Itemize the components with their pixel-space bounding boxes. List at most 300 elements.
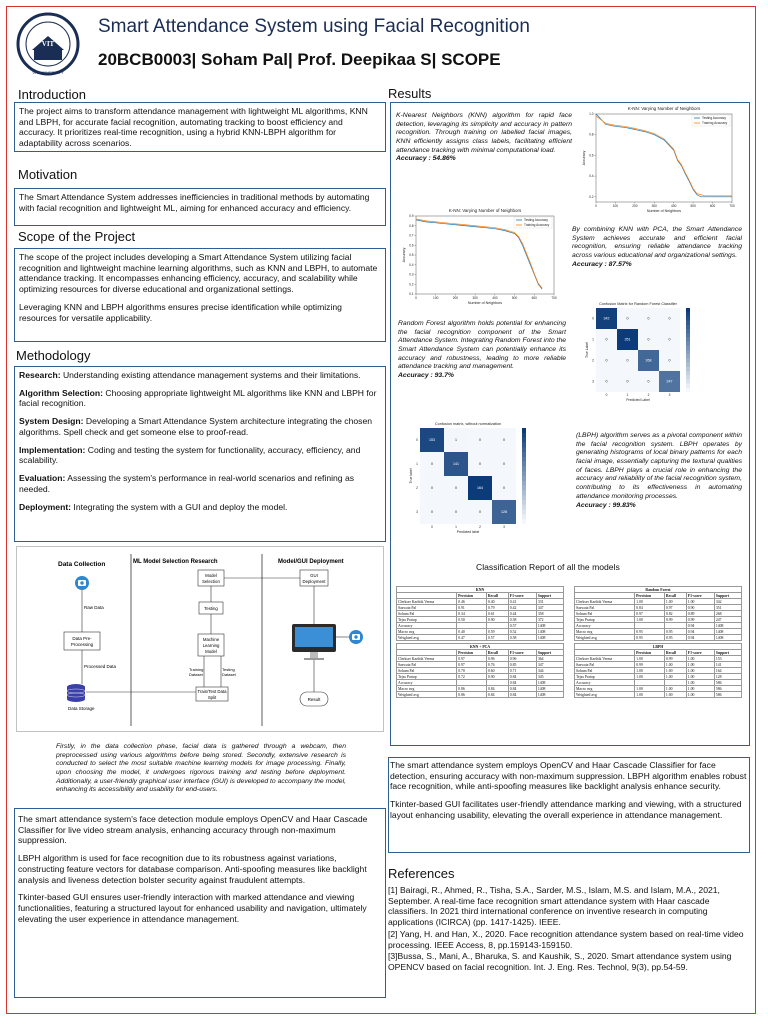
table-cell: 1.00: [664, 692, 686, 698]
y-tick-label: 0.4: [589, 174, 594, 179]
classification-tables: [396, 586, 742, 750]
lbph-text: (LBPH) algorithm serves as a pivotal component within the facial recognition system. LBPH operates by generating histograms of local binary patterns for each facial image, essentially capturing the textural qualities of faces. LBPH plays a crucial role in enhancing the accuracy and reliability of the facial recognition system, contributing to its effectiveness in automating attendance monitoring processes. Accuracy : 99.83%: [576, 432, 742, 509]
table-cell: 0.71: [508, 668, 536, 674]
table-cell: 1.00: [635, 668, 665, 674]
table-row: [575, 635, 742, 641]
cm-cell-value: 0: [668, 316, 671, 321]
table-cell: 0.99: [664, 656, 686, 662]
colorbar-segment: [522, 519, 526, 524]
table-cell: 0.41: [508, 599, 536, 605]
svg-text:Selection: Selection: [202, 579, 220, 584]
colorbar-segment: [686, 308, 690, 313]
colorbar-segment: [522, 514, 526, 519]
reference-item: [1] Bairagi, R., Ahmed, R., Tisha, S.A., Sarder, M.S., Islam, M.S. and Islam, M.A., 2021, September. A real-time face recognition smart attendance system with Haar cascade classifiers. In 2021 third international conference on inventive research in computing applications (ICIRCA) (pp. 1417-1425). IEEE.: [388, 885, 720, 928]
y-tick-label: 0.6: [409, 243, 414, 248]
table-cell: 247: [714, 617, 741, 623]
table-cell: Saswata Pal: [575, 605, 635, 611]
x-tick-label: 100: [433, 296, 439, 300]
cm-cell-value: 1: [455, 438, 457, 443]
cm-cell-value: 0: [647, 316, 650, 321]
cm-cell-value: 164: [477, 486, 483, 491]
table-cell: 344: [536, 668, 563, 674]
colorbar-segment: [686, 384, 690, 389]
cm-title: Confusion Matrix for Random Forest Classifier: [599, 302, 677, 306]
cm-cell-value: 0: [431, 462, 433, 467]
knn-accuracy: Accuracy : 54.86%: [396, 155, 456, 163]
cm-cell-value: 268: [645, 358, 652, 363]
colorbar-segment: [686, 312, 690, 317]
table-cell: Accuracy: [397, 680, 457, 686]
cm-x-tick: 2: [479, 525, 481, 529]
svg-text:VIT: VIT: [41, 40, 55, 48]
table-cell: Tejas Pratap: [575, 674, 635, 680]
table-cell: Macro avg: [575, 686, 635, 692]
table-cell: 1.00: [686, 674, 714, 680]
y-tick-label: 0.5: [409, 253, 414, 257]
cm-cell-value: 0: [626, 358, 629, 363]
table-cell: 0.90: [486, 617, 508, 623]
cm-cell-value: 0: [503, 438, 505, 443]
svg-text:Model: Model: [205, 649, 217, 654]
x-tick-label: 200: [452, 296, 459, 300]
table-cell: 586: [714, 692, 741, 698]
table-cell: 0.84: [486, 692, 508, 698]
diagram-processed-data: Processed Data: [84, 664, 117, 669]
methodology-step-label: Implementation:: [19, 444, 86, 455]
table-cell: 0.50: [457, 617, 487, 623]
colorbar-segment: [522, 510, 526, 515]
table-cell: 0.59: [486, 629, 508, 635]
table-cell: 1408: [714, 629, 741, 635]
table-cell: 1.00: [664, 599, 686, 605]
x-tick-label: 700: [551, 296, 557, 300]
methodology-step-text: Assessing the system's performance in real-world scenarios and refining as needed.: [19, 473, 355, 494]
table-cell: 345: [536, 674, 563, 680]
table-cell: 0.34: [457, 611, 487, 617]
methodology-step: [19, 388, 381, 409]
knn-plot: [580, 104, 738, 214]
introduction-text: The project aims to transform attendance management with lightweight ML algorithms, KNN and LBPH, for accurate facial recognition, automating tracking to boost efficiency and accuracy. It prioritizes real-time recognition, using a hybrid KNN-LBPH algorithm for adaptability across scenarios.: [19, 106, 368, 149]
table-cell: 1.00: [686, 668, 714, 674]
x-tick-label: 300: [472, 296, 478, 300]
colorbar-segment: [522, 438, 526, 443]
table-cell: Macro avg: [575, 629, 635, 635]
table-cell: Weighted avg: [575, 692, 635, 698]
legend-label: Training Accuracy: [702, 121, 728, 126]
svg-text:VIT UNIVERSITY: VIT UNIVERSITY: [32, 70, 64, 75]
lbph-accuracy: Accuracy : 99.83%: [576, 501, 636, 509]
table-header-cell: Precision: [635, 593, 665, 599]
svg-text:Machine: Machine: [202, 637, 220, 642]
scope-box: [14, 248, 386, 342]
colorbar-segment: [522, 452, 526, 457]
methodology-diagram: [16, 546, 384, 732]
cm-cell-value: 351: [624, 337, 631, 342]
x-tick-label: 500: [690, 204, 696, 208]
table-cell: 0.96: [486, 656, 508, 662]
table-cell: 0.44: [508, 611, 536, 617]
diagram-raw-data: Raw Data: [84, 605, 104, 610]
table-cell: 1.00: [635, 617, 665, 623]
lbph-confusion-matrix: [402, 418, 552, 544]
table-cell: 1.00: [686, 692, 714, 698]
legend-label: Testing Accuracy: [524, 218, 548, 223]
table-cell: 342: [714, 599, 741, 605]
svg-text:Split: Split: [207, 695, 217, 700]
table-cell: Accuracy: [397, 623, 457, 629]
scope-heading: Scope of the Project: [18, 229, 136, 244]
methodology-box: [14, 366, 386, 542]
table-cell: 331: [536, 599, 563, 605]
table-cell: 0.95: [635, 635, 665, 641]
y-tick-label: 0.6: [589, 153, 594, 158]
table-header-cell: Precision: [635, 650, 665, 656]
table-cell: 0.72: [457, 674, 487, 680]
svg-text:GUI: GUI: [310, 573, 318, 578]
cm-y-tick: 1: [416, 462, 418, 466]
table-header-cell: Support: [536, 650, 563, 656]
table-cell: 1.00: [686, 656, 714, 662]
table-cell: 0.99: [664, 617, 686, 623]
table-cell: 128: [714, 674, 741, 680]
colorbar-segment: [686, 379, 690, 384]
x-tick-label: 300: [651, 204, 657, 208]
colorbar-segment: [522, 462, 526, 467]
y-tick-label: 0.3: [409, 272, 414, 277]
methodology-step-label: Research:: [19, 370, 61, 380]
y-tick-label: 1.0: [589, 112, 594, 116]
svg-text:Model: Model: [205, 573, 217, 578]
legend-label: Training Accuracy: [524, 223, 550, 228]
legend-label: Testing Accuracy: [702, 116, 726, 121]
y-tick-label: 0.2: [589, 194, 594, 199]
table-header-cell: Support: [714, 593, 741, 599]
cm-cell-value: 0: [647, 337, 650, 342]
table-cell: Weighted avg: [575, 635, 635, 641]
table-cell: Clerkser Karthik Verma: [575, 656, 635, 662]
table-cell: 0.86: [457, 686, 487, 692]
table-cell: 0.84: [486, 686, 508, 692]
table-cell: 0.91: [457, 605, 487, 611]
cm-cell-value: 0: [647, 379, 650, 384]
references-list: [388, 885, 750, 974]
table-cell: 0.57: [486, 635, 508, 641]
methodology-steps: [19, 370, 381, 512]
scope-text-2: Leveraging KNN and LBPH algorithms ensures precise identification while optimizing resources for versatile applicability.: [19, 301, 342, 323]
table-cell: 586: [714, 686, 741, 692]
table-cell: 0.40: [457, 629, 487, 635]
table-cell: 0.60: [486, 668, 508, 674]
rf-accuracy: Accuracy : 93.7%: [398, 372, 454, 380]
colorbar-segment: [522, 486, 526, 491]
methodology-step: [19, 416, 381, 437]
cm-cell-value: 0: [455, 486, 457, 491]
svg-text:Dataset: Dataset: [189, 672, 203, 677]
x-axis-label: Number of Neighbors: [467, 301, 503, 305]
colorbar-segment: [686, 371, 690, 376]
database-icon: [67, 684, 85, 702]
table-cell: 0.95: [635, 629, 665, 635]
cm-cell-value: 0: [503, 486, 505, 491]
table-cell: Macro avg: [397, 629, 457, 635]
colorbar-segment: [522, 466, 526, 471]
table-cell: 0.97: [664, 605, 686, 611]
methodology-step-text: Coding and testing the system for functionality, accuracy, efficiency, and scalability.: [19, 444, 361, 466]
svg-text:Dataset: Dataset: [222, 672, 236, 677]
methodology-step: [19, 370, 381, 381]
table-cell: 1408: [536, 629, 563, 635]
table-cell: 0.58: [508, 635, 536, 641]
svg-text:Deployment: Deployment: [302, 579, 326, 584]
cm-x-tick: 1: [626, 393, 629, 397]
cm-cell-value: 0: [605, 358, 608, 363]
table-cell: 0.94: [686, 623, 714, 629]
table-cell: Weighted avg: [397, 692, 457, 698]
table-cell: 347: [536, 605, 563, 611]
table-cell: 0.99: [635, 662, 665, 668]
table-cell: Clerkser Karthik Verma: [397, 599, 457, 605]
colorbar-segment: [522, 490, 526, 495]
y-tick-label: 0.4: [409, 262, 414, 267]
table-cell: 1.00: [635, 599, 665, 605]
cm-cell-value: 128: [501, 510, 507, 515]
table-header-cell: Recall: [664, 650, 686, 656]
table-cell: 0.96: [508, 656, 536, 662]
methodology-step: [19, 445, 381, 466]
classification-table-2: [396, 643, 564, 698]
knn-text: K-Nearest Neighbors (KNN) algorithm for rapid face detection, leveraging its simplicity and accuracy in pattern recognition. Through training on labelled facial images, KNN efficiently assigns class labels, facilitating efficient attendance tracking with minimal computational load. Accuracy : 54.86%: [396, 112, 572, 163]
table-cell: Tejas Pratap: [575, 617, 635, 623]
table-cell: 1.00: [686, 599, 714, 605]
cm-cell-value: 0: [431, 510, 433, 515]
table-cell: 0.90: [686, 605, 714, 611]
table-cell: 1.00: [664, 686, 686, 692]
y-tick-label: 0.9: [409, 214, 414, 218]
cm-cell-value: 247: [666, 379, 673, 384]
table-cell: 0.84: [508, 674, 536, 680]
classification-table-3: [574, 643, 742, 698]
colorbar-segment: [522, 500, 526, 505]
classification-table-0: [396, 586, 564, 641]
cm-cell-value: 0: [431, 486, 433, 491]
table-cell: 0.52: [508, 629, 536, 635]
classification-table-1: [574, 586, 742, 641]
table-title: LBPH: [575, 644, 742, 650]
vit-logo: [12, 12, 84, 78]
colorbar-segment: [522, 476, 526, 481]
x-tick-label: 100: [612, 204, 619, 208]
cm-cell-value: 0: [668, 358, 671, 363]
rf-text: Random Forest algorithm holds potential for enhancing the facial recognition component of the Smart Attendance System. Integrating Random Forest into the Smart Attendance System can potentially enhance its accuracy and robustness, leading to more reliable attendance tracking and management. Accuracy : 93.7%: [398, 320, 566, 380]
y-tick-label: 0.2: [409, 282, 414, 287]
cm-cell-value: 0: [626, 316, 629, 321]
table-cell: 0.61: [486, 611, 508, 617]
methodology-step-label: Algorithm Selection:: [19, 387, 104, 398]
table-cell: Accuracy: [575, 680, 635, 686]
table-cell: Soham Pal: [575, 668, 635, 674]
table-cell: 1408: [536, 623, 563, 629]
table-cell: 1408: [714, 623, 741, 629]
cm-x-tick: 2: [647, 393, 650, 397]
colorbar-segment: [522, 505, 526, 510]
colorbar-segment: [686, 350, 690, 355]
x-tick-label: 600: [531, 296, 537, 300]
cm-cell-value: 0: [479, 510, 481, 515]
y-tick-label: 0.8: [589, 132, 594, 137]
table-header-cell: F1-score: [508, 593, 536, 599]
plot-title: K-NN: Varying Number of Neighbors: [627, 106, 701, 111]
cm-cell-value: 0: [503, 462, 505, 467]
colorbar-segment: [686, 388, 690, 393]
methodology-step-text: Integrating the system with a GUI and deploy the model.: [71, 501, 288, 512]
table-cell: 164: [714, 668, 741, 674]
reference-item: [3]Bussa, S., Mani, A., Bharuka, S. and Kaushik, S., 2020. Smart attendance system using OPENCV based on facial recognition. Int. J. Eng. Res. Technol, 9(3), pp.54-59.: [388, 951, 732, 973]
motivation-text: The Smart Attendance System addresses inefficiencies in traditional methods by automating with facial recognition and lightweight ML, aiming for enhanced accuracy and efficiency.: [19, 192, 370, 213]
table-cell: 351: [714, 605, 741, 611]
table-cell: 1.00: [686, 662, 714, 668]
reference-item: [2] Yang, H. and Han, X., 2020. Face recognition attendance system based on real-time video processing. IEEE Access, 8, pp.159143-159150.: [388, 928, 744, 950]
pre-processing-box: [64, 632, 100, 650]
colorbar-segment: [686, 363, 690, 368]
table-cell: 347: [536, 662, 563, 668]
table-cell: 0.97: [457, 662, 487, 668]
table-cell: 0.90: [486, 674, 508, 680]
implementation-text-2: Tkinter-based GUI facilitates user-friendly attendance marking and viewing, with a structured layout enhancing usability, elevating the overall experience in attendance management.: [390, 799, 742, 820]
table-cell: 0.57: [508, 623, 536, 629]
implementation-frame: [388, 757, 750, 853]
detection-text: The smart attendance system's face detection module employs OpenCV and Haar Cascade Classifier for live video stream analysis, enhancing accuracy through non-maximum suppression.: [18, 814, 368, 846]
cm-cell-value: 0: [605, 379, 608, 384]
table-cell: 1.00: [664, 674, 686, 680]
table-cell: 0.79: [486, 605, 508, 611]
table-cell: 0.95: [664, 629, 686, 635]
table-cell: 0.84: [635, 605, 665, 611]
table-title: Random Forest: [575, 587, 742, 593]
methodology-step: [19, 473, 381, 494]
cm-cell-value: 0: [479, 438, 481, 443]
table-row: [575, 692, 742, 698]
table-cell: Macro avg: [397, 686, 457, 692]
motivation-heading: Motivation: [18, 167, 78, 182]
table-cell: Tejas Pratap: [397, 674, 457, 680]
motivation-box: [14, 188, 386, 226]
x-tick-label: 600: [709, 204, 716, 208]
table-cell: 0.47: [457, 635, 487, 641]
cm-x-label: Predicted Label: [626, 398, 650, 402]
svg-text:Processing: Processing: [70, 642, 94, 647]
cm-x-tick: 3: [503, 525, 505, 529]
table-header-cell: F1-score: [508, 650, 536, 656]
x-tick-label: 200: [632, 204, 638, 208]
diagram-result: Result: [307, 697, 321, 702]
colorbar-segment: [522, 481, 526, 486]
colorbar-segment: [686, 358, 690, 363]
cm-cell-value: 0: [455, 510, 457, 515]
colorbar-segment: [522, 428, 526, 433]
methodology-heading: Methodology: [16, 348, 91, 363]
pca-accuracy: Accuracy : 87.57%: [572, 260, 632, 268]
table-header-cell: F1-score: [686, 650, 714, 656]
table-header-cell: Precision: [457, 650, 487, 656]
methodology-step-label: System Design:: [19, 416, 84, 427]
table-cell: 0.97: [457, 656, 487, 662]
table-cell: Saswata Pal: [575, 662, 635, 668]
y-tick-label: 0.7: [409, 233, 414, 238]
colorbar-segment: [522, 447, 526, 452]
knn-pca-plot: [400, 206, 560, 306]
diagram-col-ml-model: ML Model Selection Research: [133, 559, 218, 565]
cm-title: Confusion matrix, without normalization: [434, 422, 502, 426]
plot-title: K-NN: Varying Number of Neighbors: [448, 208, 522, 213]
table-cell: 268: [714, 611, 741, 617]
cm-cell-value: 0: [605, 337, 608, 342]
cm-x-tick: 0: [605, 393, 608, 397]
colorbar-segment: [522, 442, 526, 447]
cm-cell-value: 342: [603, 316, 610, 321]
gui-text: Tkinter-based GUI ensures user-friendly interaction with marked attendance and viewing functionalities, featuring a structured layout for enhanced usability and navigation, ultimately elevating the user experience in attendance management.: [18, 892, 367, 924]
table-cell: 1408: [536, 680, 563, 686]
table-cell: 1.00: [686, 680, 714, 686]
colorbar-segment: [686, 346, 690, 351]
table-cell: Weighted avg: [397, 635, 457, 641]
table-cell: Soham Pal: [575, 611, 635, 617]
table-cell: 0.84: [508, 686, 536, 692]
table-header-cell: Support: [714, 650, 741, 656]
cm-y-tick: 2: [416, 486, 418, 490]
table-cell: Saswata Pal: [397, 605, 457, 611]
poster-title: Smart Attendance System using Facial Recognition: [98, 16, 530, 37]
table-cell: 0.95: [664, 635, 686, 641]
svg-text:Testing: Testing: [222, 667, 235, 672]
table-cell: 0.84: [508, 680, 536, 686]
table-cell: 0.70: [457, 668, 487, 674]
table-title: KNN: [397, 587, 564, 593]
svg-text:Learning: Learning: [202, 643, 220, 648]
cm-y-tick: 3: [416, 510, 418, 514]
methodology-step-label: Evaluation:: [19, 473, 66, 484]
methodology-step-label: Deployment:: [19, 501, 72, 512]
table-header-cell: Support: [536, 593, 563, 599]
colorbar-segment: [686, 367, 690, 372]
colorbar-segment: [686, 325, 690, 330]
table-header-cell: F1-score: [686, 593, 714, 599]
table-cell: 1.00: [664, 662, 686, 668]
table-cell: 1408: [536, 686, 563, 692]
table-cell: 1.00: [686, 686, 714, 692]
classification-title: Classification Report of all the models: [476, 562, 620, 572]
table-cell: Saswata Pal: [397, 662, 457, 668]
table-cell: 1408: [714, 635, 741, 641]
introduction-box: [14, 102, 386, 152]
cm-y-tick: 0: [416, 438, 418, 442]
table-row: [397, 692, 564, 698]
colorbar-segment: [522, 471, 526, 476]
table-cell: 0.85: [508, 662, 536, 668]
diagram-data-storage: Data Storage: [68, 706, 95, 711]
table-cell: 0.84: [508, 692, 536, 698]
x-tick-label: 400: [671, 204, 677, 208]
y-tick-label: 0.1: [409, 292, 414, 296]
table-cell: 0.82: [664, 611, 686, 617]
svg-text:Training: Training: [189, 667, 204, 672]
x-tick-label: 0: [415, 296, 417, 300]
table-cell: Clerkser Karthik Verma: [397, 656, 457, 662]
lbph-text: LBPH algorithm is used for face recognition due to its robustness against variations, constructing feature vectors for database comparison. Anti-spoofing measures like backlight analysis and liveness detection bolster security against fraudulent attempts.: [18, 853, 367, 885]
table-header-cell: Precision: [457, 593, 487, 599]
cm-cell-value: 0: [626, 379, 629, 384]
colorbar-segment: [522, 457, 526, 462]
colorbar-segment: [686, 329, 690, 334]
